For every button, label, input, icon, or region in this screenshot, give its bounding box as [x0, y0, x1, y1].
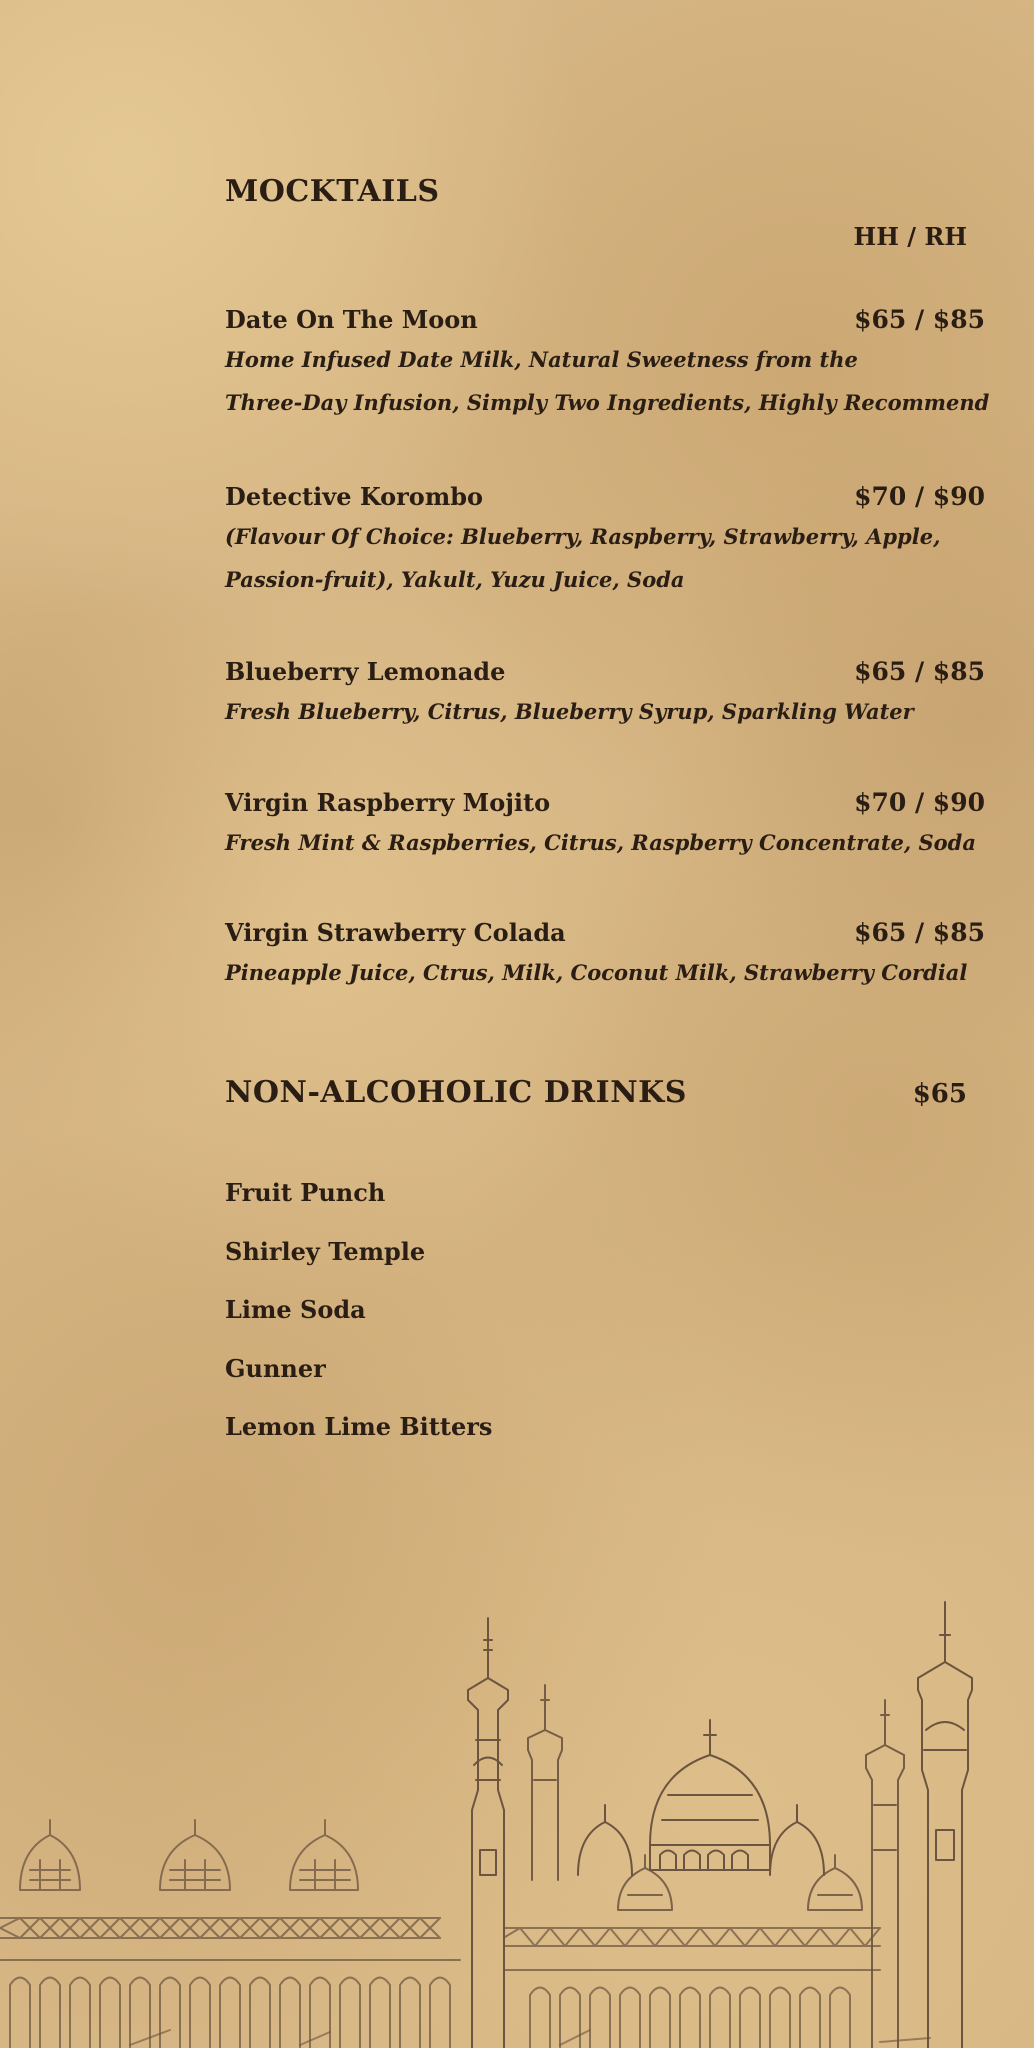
menu-item-blueberry-lemonade: [225, 657, 985, 733]
price-column-header: HH / RH: [853, 222, 967, 251]
item-price: $65 / $85: [854, 657, 985, 686]
mosque-skyline-illustration: [0, 1590, 1034, 2048]
item-row: [225, 657, 985, 686]
side-dome-right: [770, 1805, 824, 1875]
item-row: [225, 788, 985, 817]
item-row: [225, 482, 985, 511]
minaret-right: [918, 1602, 972, 2048]
item-name: Detective Korombo: [225, 482, 483, 511]
small-dome-center-right: [808, 1855, 862, 1910]
lattice-band-left: [0, 1918, 440, 1938]
menu-item-virgin-raspberry-mojito: [225, 788, 985, 864]
item-price: $70 / $90: [854, 788, 985, 817]
menu-item-virgin-strawberry-colada: [225, 918, 985, 994]
list-item: Lemon Lime Bitters: [225, 1412, 493, 1441]
item-description-line: Home Infused Date Milk, Natural Sweetness from the: [225, 347, 858, 372]
menu-item-detective-korombo: [225, 482, 985, 601]
item-description-line: Fresh Blueberry, Citrus, Blueberry Syrup, Sparkling Water: [225, 699, 914, 724]
central-dome: [650, 1720, 770, 1870]
item-row: [225, 305, 985, 334]
item-name: Blueberry Lemonade: [225, 657, 506, 686]
list-item: Lime Soda: [225, 1295, 366, 1324]
item-name: Date On The Moon: [225, 305, 478, 334]
item-description-line: Pineapple Juice, Ctrus, Milk, Coconut Milk, Strawberry Cordial: [225, 960, 968, 985]
menu-item-date-on-the-moon: [225, 305, 990, 424]
item-price: $65 / $85: [854, 305, 985, 334]
side-dome-left: [578, 1805, 632, 1875]
non-alcoholic-list: [225, 1178, 492, 1471]
minaret-center-right: [866, 1700, 904, 2048]
item-name: Virgin Strawberry Colada: [225, 918, 566, 947]
item-price: $65 / $85: [854, 918, 985, 947]
small-dome-center-left: [618, 1855, 672, 1910]
non-alcoholic-price: $65: [912, 1079, 967, 1109]
mocktails-heading: MOCKTAILS: [225, 174, 440, 209]
small-dome-left-2: [160, 1820, 230, 1890]
item-description-line: Three-Day Infusion, Simply Two Ingredients, Highly Recommend: [225, 390, 990, 415]
list-item: Shirley Temple: [225, 1236, 426, 1266]
item-row: [225, 918, 985, 947]
item-description-line: Passion-fruit), Yakult, Yuzu Juice, Soda: [225, 567, 685, 592]
item-description-line: Fresh Mint & Raspberries, Citrus, Raspberry Concentrate, Soda: [225, 830, 976, 855]
list-item: Gunner: [225, 1353, 326, 1383]
item-price: $70 / $90: [854, 482, 985, 511]
minaret-center-left: [528, 1685, 562, 1880]
non-alcoholic-heading: NON-ALCOHOLIC DRINKS: [225, 1075, 687, 1110]
lattice-band-right: [505, 1928, 880, 1946]
small-dome-left-3: [290, 1820, 358, 1890]
arches-left: [0, 1960, 460, 2048]
minaret-left: [468, 1618, 508, 2048]
item-name: Virgin Raspberry Mojito: [225, 788, 551, 817]
arches-right: [505, 1970, 880, 2048]
list-item: Fruit Punch: [225, 1178, 386, 1207]
item-description-line: (Flavour Of Choice: Blueberry, Raspberry, Strawberry, Apple,: [225, 524, 941, 549]
small-dome-left-1: [20, 1820, 80, 1890]
